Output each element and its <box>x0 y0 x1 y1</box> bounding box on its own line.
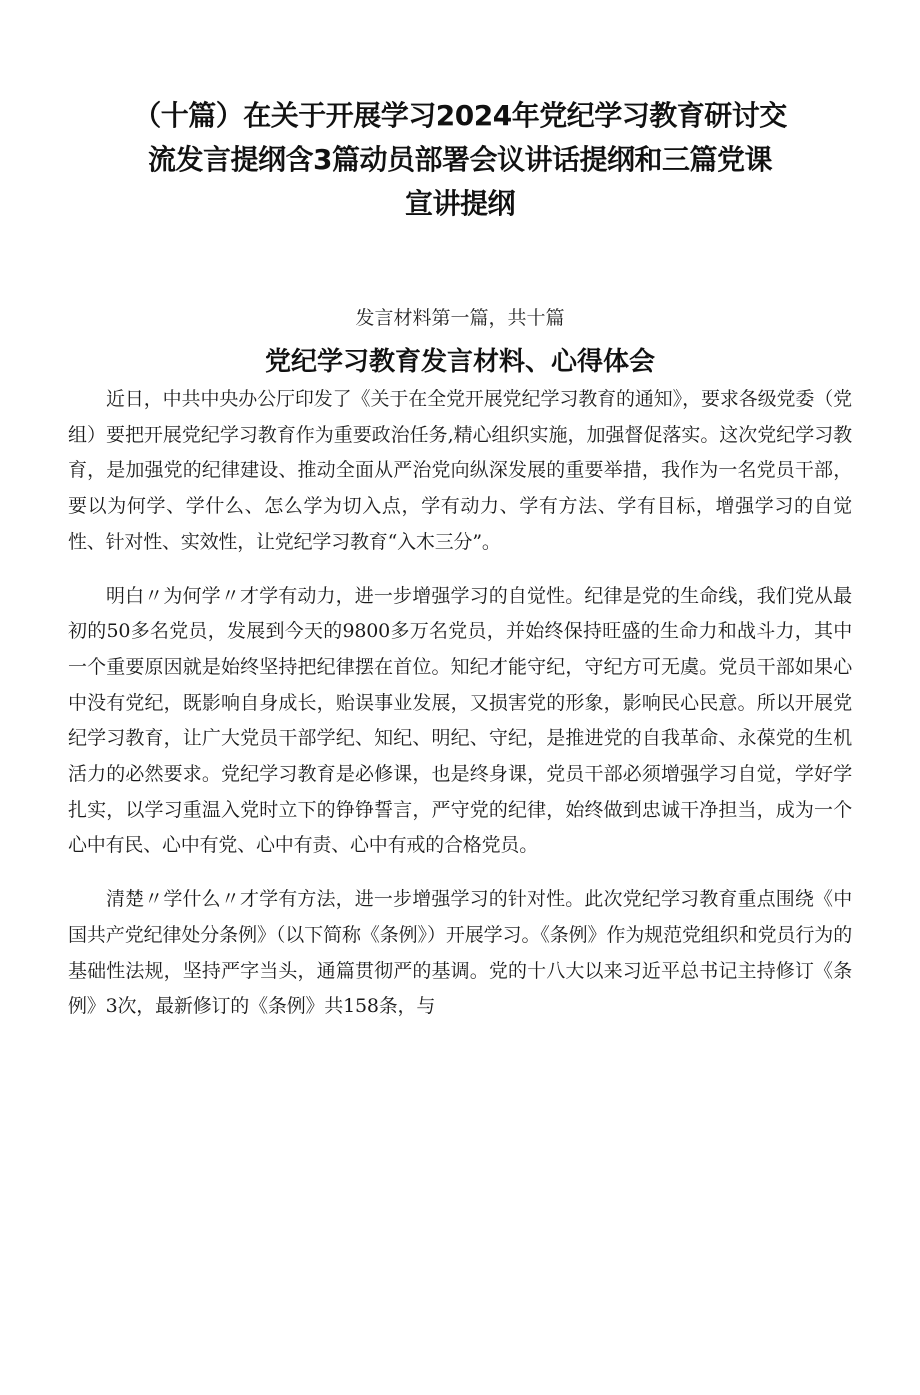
section-subtitle: 发言材料第一篇，共十篇 <box>355 307 565 329</box>
body-paragraph-1: 近日，中共中央办公厅印发了《关于在全党开展党纪学习教育的通知》，要求各级党委（党组）要把开展党纪学习教育作为重要政治任务,精心组织实施，加强督促落实。这次党纪学习教育，是加强党的纪律建设、推动全面从严治党向纵深发展的重要举措，我作为一名党员干部，要以为何学、学什么、怎么学为切入点，学有动力、学有方法、学有目标，增强学习的自觉性、针对性、实效性，让党纪学习教育“入木三分”。 <box>68 388 852 553</box>
body-paragraph-2: 明白〃为何学〃才学有动力，进一步增强学习的自觉性。纪律是党的生命线，我们党从最初的50多名党员，发展到今天的9800多万名党员，并始终保持旺盛的生命力和战斗力，其中一个重要原因就是始终坚持把纪律摆在首位。知纪才能守纪，守纪方可无虞。党员干部如果心中没有党纪，既影响自身成长，贻误事业发展，又损害党的形象，影响民心民意。所以开展党纪学习教育，让广大党员干部学纪、知纪、明纪、守纪，是推进党的自我革命、永葆党的生机活力的必然要求。党纪学习教育是必修课，也是终身课，党员干部必须增强学习自觉，学好学扎实，以学习重温入党时立下的铮铮誓言，严守党的纪律，始终做到忠诚干净担当，成为一个心中有民、心中有党、心中有责、心中有戒的合格党员。 <box>68 584 852 857</box>
document-page <box>0 94 920 1395</box>
document-title <box>68 94 852 226</box>
section-heading: 党纪学习教育发言材料、心得体会 <box>264 347 655 377</box>
title-line-1: （十篇）在关于开展学习2024年党纪学习教育研讨交 <box>133 99 787 132</box>
body-paragraph-3: 清楚〃学什么〃才学有方法，进一步增强学习的针对性。此次党纪学习教育重点围绕《中国共产党纪律处分条例》（以下简称《条例》）开展学习。《条例》作为规范党组织和党员行为的基础性法规，坚持严字当头，通篇贯彻严的基调。党的十八大以来习近平总书记主持修订《条例》3次，最新修订的《条例》共158条，与 <box>68 888 852 1018</box>
title-line-2: 流发言提纲含3篇动员部署会议讲话提纲和三篇党课 <box>148 143 772 176</box>
title-line-3: 宣讲提纲 <box>404 187 515 220</box>
